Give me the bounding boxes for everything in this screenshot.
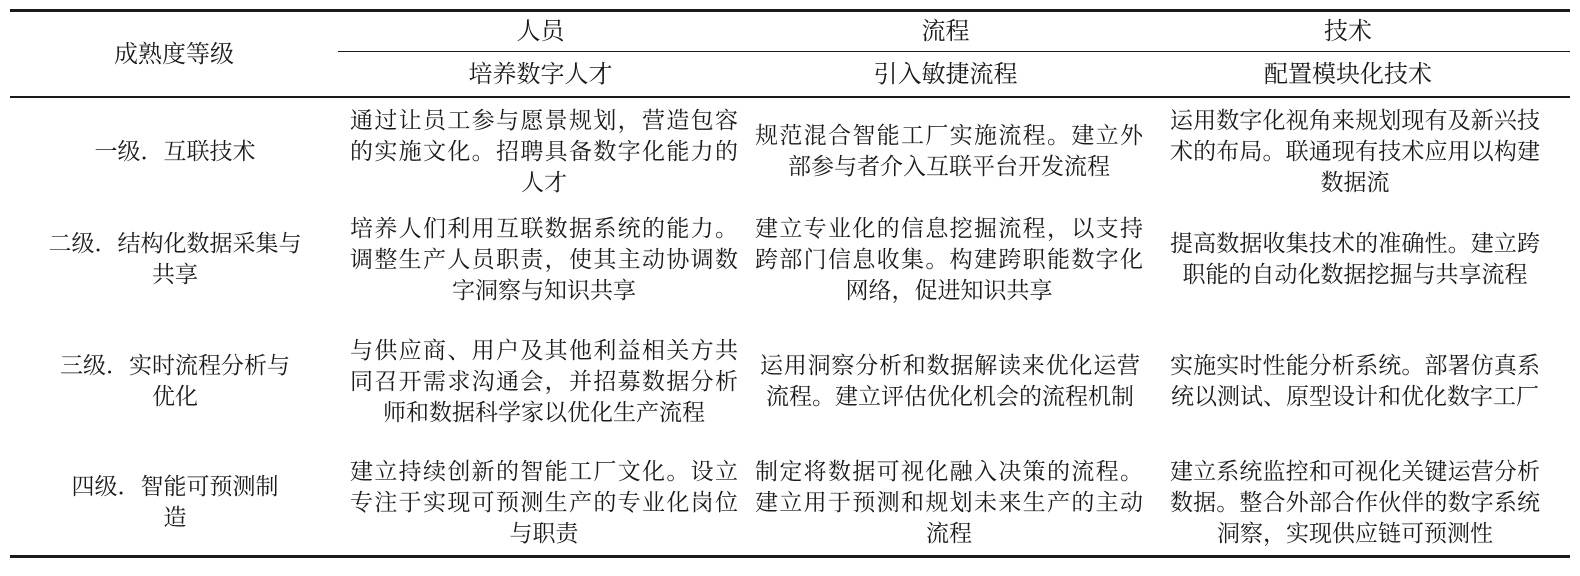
process-cell: 运用洞察分析和数据解读来优化运营流程。建立评估优化机会的流程机制 bbox=[760, 353, 1140, 410]
header-process-subtitle: 引入敏捷流程 bbox=[873, 59, 1018, 88]
people-cell: 建立持续创新的智能工厂文化。设立专注于实现可预测生产的专业化岗位与职责 bbox=[350, 458, 738, 547]
header-technology-subtitle: 配置模块化技术 bbox=[1264, 59, 1432, 88]
people-cell: 通过让员工参与愿景规划，营造包容的实施文化。招聘具备数字化能力的人才 bbox=[350, 107, 738, 196]
header-technology-title: 技术 bbox=[1324, 17, 1372, 45]
level-label: 三级．实时流程分析与优化 bbox=[60, 353, 290, 410]
header-process-title: 流程 bbox=[921, 17, 970, 45]
process-cell: 规范混合智能工厂实施流程。建立外部参与者介入互联平台开发流程 bbox=[755, 123, 1143, 180]
header-people-subtitle: 培养数字人才 bbox=[468, 59, 613, 88]
technology-cell: 建立系统监控和可视化关键运营分析数据。整合外部合作伙伴的数字系统洞察，实现供应链可预测性 bbox=[1170, 458, 1540, 547]
bottom-rule bbox=[10, 555, 1570, 558]
technology-cell: 运用数字化视角来规划现有及新兴技术的布局。联通现有技术应用以构建数据流 bbox=[1170, 107, 1540, 196]
level-label: 四级．智能可预测制造 bbox=[71, 474, 279, 531]
header-level-label: 成熟度等级 bbox=[114, 39, 234, 68]
technology-cell: 实施实时性能分析系统。部署仿真系统以测试、原型设计和优化数字工厂 bbox=[1170, 353, 1540, 410]
header-bottom-rule bbox=[10, 96, 1570, 98]
level-label: 一级．互联技术 bbox=[94, 138, 256, 165]
process-cell: 制定将数据可视化融入决策的流程。建立用于预测和规划未来生产的主动流程 bbox=[755, 458, 1143, 547]
people-cell: 培养人们利用互联数据系统的能力。调整生产人员职责，使其主动协调数字洞察与知识共享 bbox=[350, 215, 738, 304]
process-cell: 建立专业化的信息挖掘流程，以支持跨部门信息收集。构建跨职能数字化网络，促进知识共享 bbox=[755, 215, 1143, 304]
technology-cell: 提高数据收集技术的准确性。建立跨职能的自动化数据挖掘与共享流程 bbox=[1170, 231, 1540, 288]
people-cell: 与供应商、用户及其他利益相关方共同召开需求沟通会，并招募数据分析师和数据科学家以优化生产流程 bbox=[350, 337, 738, 426]
level-label: 二级．结构化数据采集与共享 bbox=[48, 231, 302, 288]
header-people-title: 人员 bbox=[516, 17, 565, 45]
